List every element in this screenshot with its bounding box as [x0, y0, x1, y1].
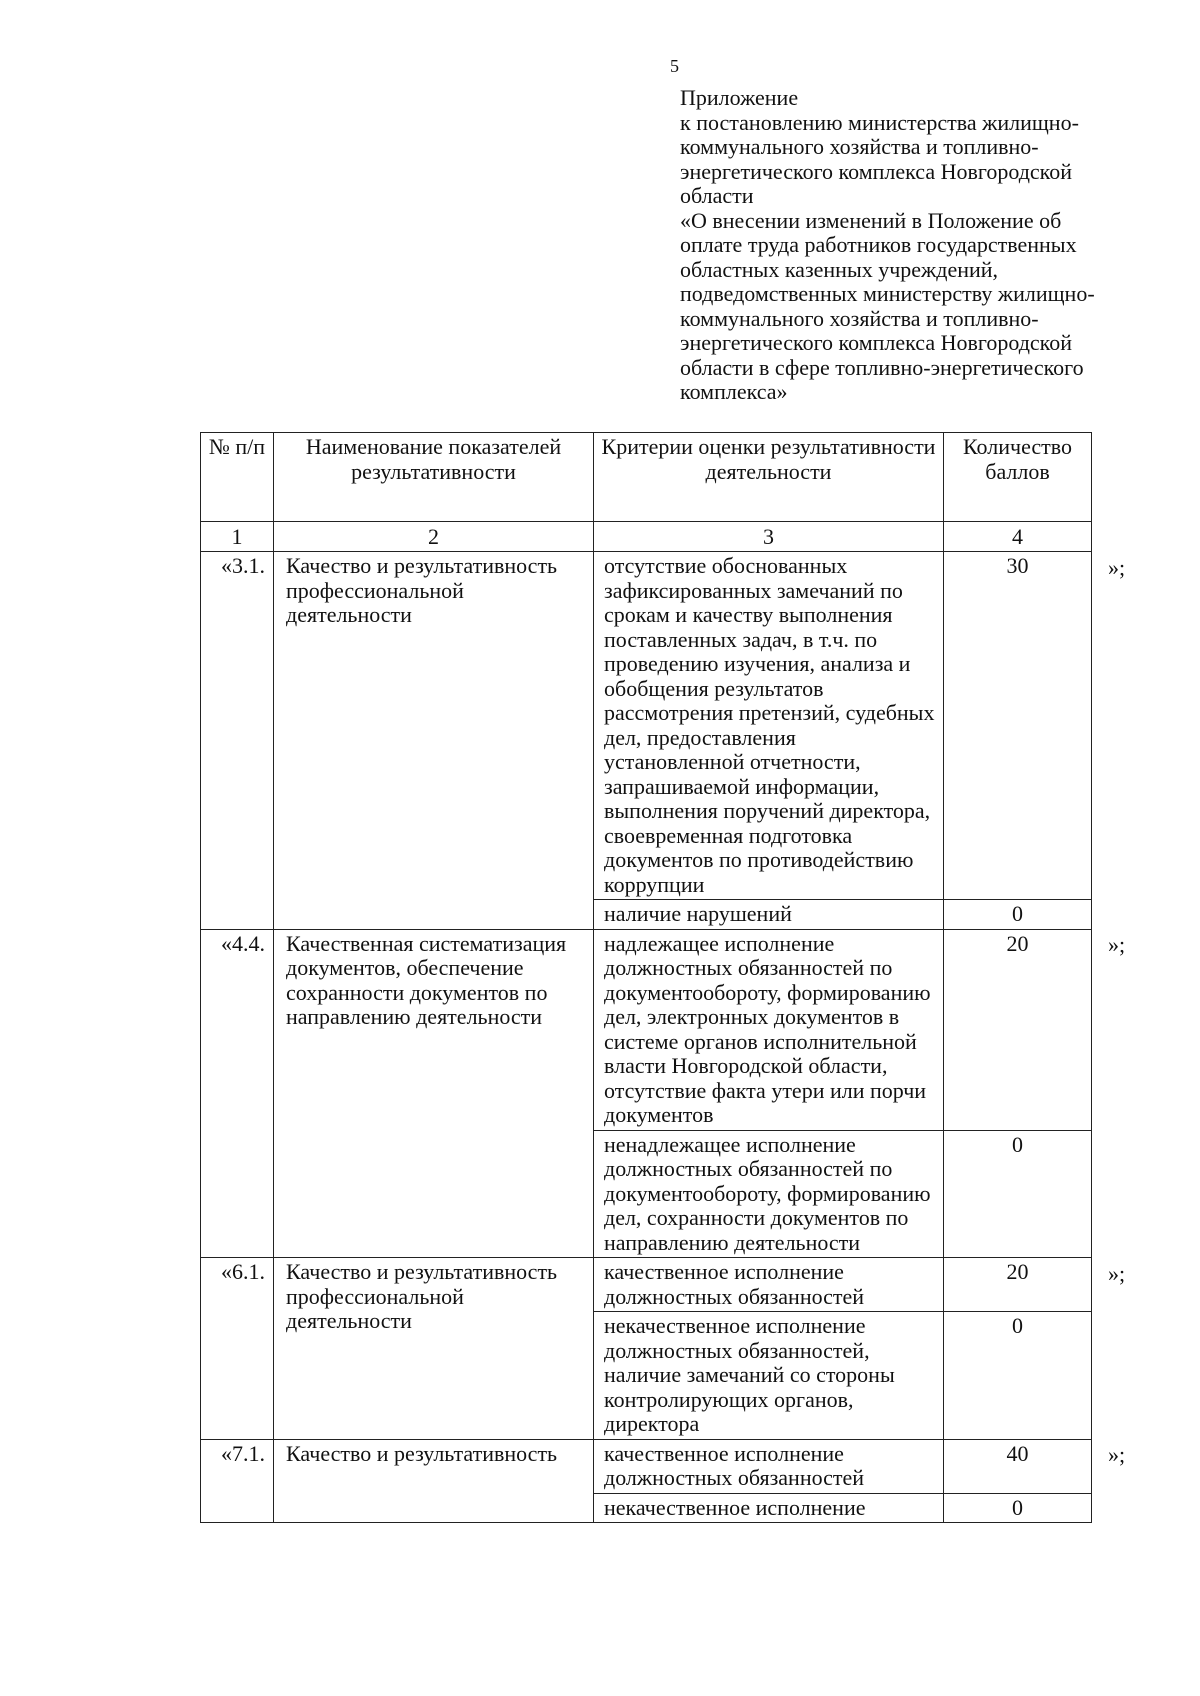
- criterion-text: надлежащее исполнение должностных обязанностей по документообороту, формированию дел, электронных документов в системе органов исполнительной власти Новгородской области, отсутствие факта утери или порчи документов: [594, 929, 944, 1130]
- appendix-line: Приложение: [680, 85, 799, 110]
- criterion-points: 30: [944, 552, 1092, 900]
- indicator-name: Качество и результативность профессиональной деятельности: [274, 552, 594, 930]
- appendix-line: областных казенных учреждений,: [680, 256, 999, 282]
- criterion-text: отсутствие обоснованных зафиксированных замечаний по срокам и качеству выполнения поставленных задач, в т.ч. по проведению изучения, анализа и обобщения результатов рассмотрения претензий, судебных дел, предоставления установленной отчетности, запрашиваемой информации, выполнения поручений директора, своевременная подготовка документов по противодействию коррупции: [594, 552, 944, 900]
- appendix-line: области в сфере топливно-энергетического: [680, 354, 1084, 380]
- appendix-line: энергетического комплекса Новгородской: [680, 330, 1073, 355]
- page-number: 5: [670, 56, 679, 76]
- closing-quote-mark: »;: [1108, 554, 1126, 580]
- row-number: «6.1.: [201, 1258, 274, 1440]
- criterion-points: 0: [944, 900, 1092, 930]
- closing-quote-mark: »;: [1108, 1260, 1126, 1286]
- criterion-points: 0: [944, 1493, 1092, 1523]
- appendix-line: энергетического комплекса Новгородской: [680, 158, 1073, 184]
- table-header-row: [201, 433, 1092, 522]
- appendix-line: области: [680, 183, 754, 208]
- indicators-table: [200, 432, 1092, 1523]
- column-number: 3: [594, 522, 944, 552]
- indicator-name: Качественная систематизация документов, обеспечение сохранности документов по направлению деятельности: [274, 929, 594, 1258]
- closing-quote-mark: »;: [1108, 1442, 1126, 1467]
- appendix-line: к постановлению министерства жилищно-: [680, 109, 1079, 135]
- criterion-text: ненадлежащее исполнение должностных обязанностей по документообороту, формированию дел, сохранности документов по направлению деятельности: [594, 1130, 944, 1258]
- row-number: «7.1.: [201, 1439, 274, 1523]
- header-points: Количество баллов: [944, 433, 1092, 522]
- column-numbers-row: [201, 522, 1092, 552]
- criterion-text: некачественное исполнение: [594, 1493, 944, 1523]
- table-row: [201, 1439, 1092, 1493]
- row-number: «3.1.: [201, 552, 274, 930]
- column-number: 1: [201, 522, 274, 552]
- appendix-line: коммунального хозяйства и топливно-: [680, 305, 1039, 331]
- appendix-line: коммунального хозяйства и топливно-: [680, 134, 1039, 159]
- column-number: 2: [274, 522, 594, 552]
- closing-quote-mark: »;: [1108, 932, 1126, 957]
- criterion-text: качественное исполнение должностных обязанностей: [594, 1258, 944, 1312]
- table-row: [201, 552, 1092, 900]
- indicator-name: Качество и результативность профессиональной деятельности: [274, 1258, 594, 1440]
- header-number: № п/п: [201, 433, 274, 522]
- header-criteria: Критерии оценки результативности деятельности: [594, 433, 944, 522]
- appendix-line: «О внесении изменений в Положение об: [680, 207, 1062, 233]
- criterion-text: качественное исполнение должностных обязанностей: [594, 1439, 944, 1493]
- row-number: «4.4.: [201, 929, 274, 1258]
- criterion-points: 40: [944, 1439, 1092, 1493]
- appendix-line: подведомственных министерству жилищно-: [680, 281, 1095, 306]
- appendix-header: [680, 86, 1160, 405]
- indicator-name: Качество и результативность: [274, 1439, 594, 1523]
- header-indicator-name: Наименование показателей результативности: [274, 433, 594, 522]
- criterion-points: 0: [944, 1130, 1092, 1258]
- criterion-points: 20: [944, 929, 1092, 1130]
- column-number: 4: [944, 522, 1092, 552]
- criterion-text: наличие нарушений: [594, 900, 944, 930]
- appendix-line: комплекса»: [680, 379, 788, 404]
- criterion-text: некачественное исполнение должностных обязанностей, наличие замечаний со стороны контролирующих органов, директора: [594, 1312, 944, 1440]
- criterion-points: 20: [944, 1258, 1092, 1312]
- criterion-points: 0: [944, 1312, 1092, 1440]
- table-row: [201, 1258, 1092, 1312]
- table-row: [201, 929, 1092, 1130]
- appendix-line: оплате труда работников государственных: [680, 232, 1077, 257]
